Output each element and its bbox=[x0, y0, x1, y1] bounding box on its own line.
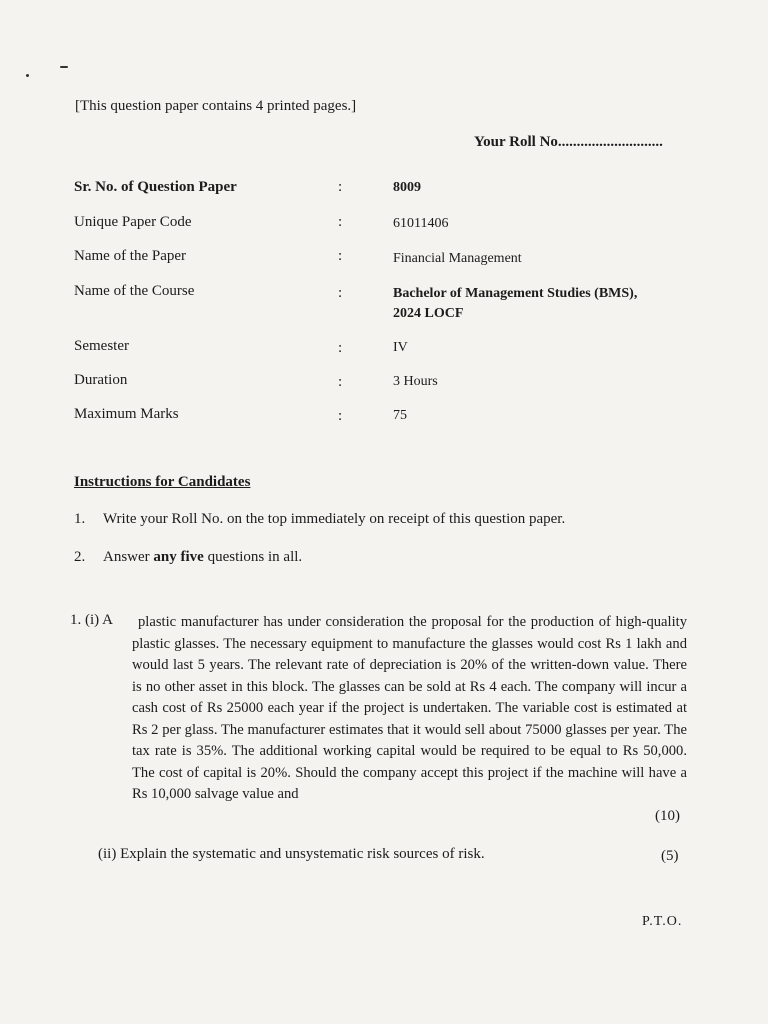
scan-speck bbox=[26, 74, 29, 77]
instruction-text: Write your Roll No. on the top immediately on receipt of this question paper. bbox=[103, 511, 566, 527]
instruction-text-emphasis: any five bbox=[153, 549, 204, 565]
meta-colon: : bbox=[338, 214, 343, 230]
question-1-part-i-marks: (10) bbox=[655, 808, 680, 824]
meta-label-duration: Duration bbox=[74, 372, 128, 388]
roll-number-field: Your Roll No............................ bbox=[474, 134, 663, 150]
question-1-part-ii: (ii) Explain the systematic and unsystematic risk sources of risk. bbox=[98, 846, 485, 862]
page-count-note: [This question paper contains 4 printed pages.] bbox=[75, 98, 357, 114]
meta-colon: : bbox=[338, 285, 343, 301]
meta-label-paper-name: Name of the Paper bbox=[74, 248, 187, 264]
course-name-line-1: Bachelor of Management Studies (BMS), bbox=[393, 286, 638, 301]
meta-label-semester: Semester bbox=[74, 338, 129, 354]
meta-colon: : bbox=[338, 408, 343, 424]
question-1-part-ii-marks: (5) bbox=[661, 848, 679, 864]
instruction-text-post: questions in all. bbox=[203, 549, 303, 565]
meta-label-serial-no: Sr. No. of Question Paper bbox=[74, 179, 237, 195]
question-1-part-i-text: plastic manufacturer has under consideration the proposal for the production of high-quality plastic glasses. The necessary equipment to manufacture the glasses would cost Rs 1 lakh and would last 5 years. The relevant rate of depreciation is 20% of the written-down value. There is no other asset in this block. The glasses can be sold at Rs 4 each. The company will incur a cash cost of Rs 25000 each year if the project is undertaken. The variable cost is estimated at Rs 2 per glass. The manufacturer estimates that it would sell about 75000 glasses per year. The tax rate is 35%. The additional working capital would be required to be equal to Rs 50,000. The cost of capital is 20%. Should the company accept this project if the machine will have a Rs 10,000 salvage value and bbox=[132, 614, 687, 802]
meta-value-serial-no: 8009 bbox=[393, 180, 421, 195]
meta-colon: : bbox=[338, 179, 343, 195]
meta-value-duration: 3 Hours bbox=[393, 374, 438, 389]
scan-mark bbox=[60, 66, 68, 68]
course-name-line-2: 2024 LOCF bbox=[393, 306, 464, 321]
meta-colon: : bbox=[338, 248, 343, 264]
meta-value-max-marks: 75 bbox=[393, 408, 407, 423]
instruction-number: 2. bbox=[74, 549, 86, 565]
meta-label-paper-code: Unique Paper Code bbox=[74, 214, 192, 230]
meta-value-semester: IV bbox=[393, 340, 408, 355]
question-1-part-i bbox=[132, 612, 687, 806]
meta-value-paper-code: 61011406 bbox=[393, 216, 449, 231]
meta-colon: : bbox=[338, 374, 343, 390]
page-turn-note: P.T.O. bbox=[642, 914, 683, 929]
meta-label-course-name: Name of the Course bbox=[74, 283, 195, 299]
meta-value-paper-name: Financial Management bbox=[393, 251, 522, 266]
instructions-heading: Instructions for Candidates bbox=[74, 474, 251, 490]
question-number: 1. (i) A bbox=[70, 612, 113, 628]
meta-colon: : bbox=[338, 340, 343, 356]
meta-value-course-name bbox=[393, 284, 637, 324]
meta-label-max-marks: Maximum Marks bbox=[74, 406, 179, 422]
instruction-text bbox=[103, 549, 302, 566]
instruction-text-pre: Answer bbox=[103, 549, 154, 565]
instruction-number: 1. bbox=[74, 511, 86, 527]
